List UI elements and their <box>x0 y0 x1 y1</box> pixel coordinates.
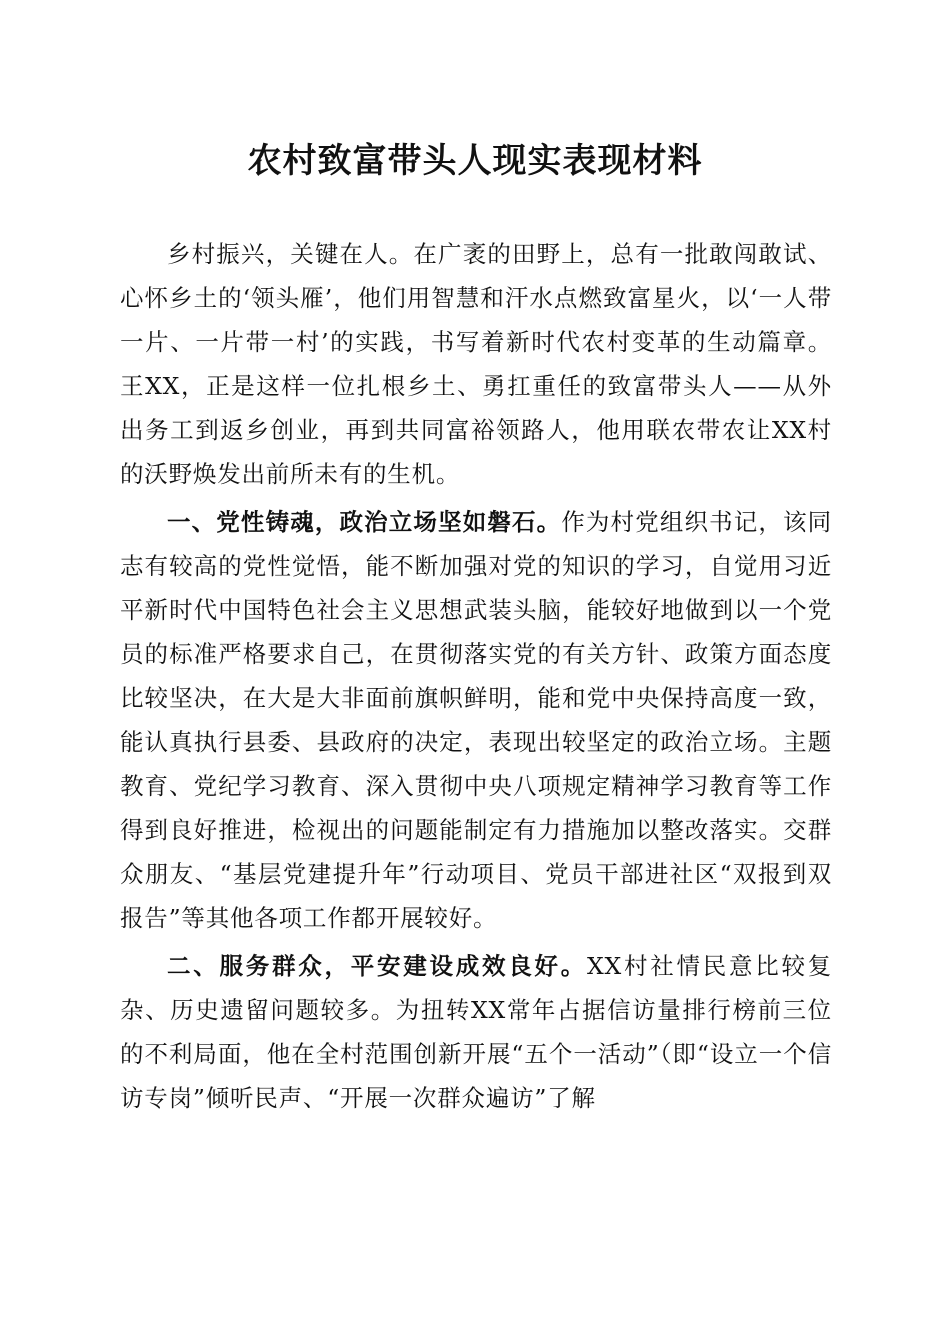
paragraph-intro <box>120 232 832 496</box>
section-1-heading: 一、党性铸魂，政治立场坚如磐石。 <box>167 508 562 536</box>
paragraph-section-2 <box>120 944 832 1120</box>
section-2-text: XX村社情民意比较复杂、历史遗留问题较多。为扭转XX常年占据信访量排行榜前三位的不利局面，他在全村范围创新开展“五个一活动”（即“设立一个信访专岗”倾听民声、“开展一次群众遍访”了解 <box>120 952 832 1112</box>
section-1-text: 作为村党组织书记，该同志有较高的党性觉悟，能不断加强对党的知识的学习，自觉用习近平新时代中国特色社会主义思想武装头脑，能较好地做到以一个党员的标准严格要求自己，在贯彻落实党的有关方针、政策方面态度比较坚决，在大是大非面前旗帜鲜明，能和党中央保持高度一致，能认真执行县委、县政府的决定，表现出较坚定的政治立场。主题教育、党纪学习教育、深入贯彻中央八项规定精神学习教育等工作得到良好推进，检视出的问题能制定有力措施加以整改落实。交群众朋友、“基层党建提升年”行动项目、党员干部进社区“双报到双报告”等其他各项工作都开展较好。 <box>120 508 832 932</box>
document-title: 农村致富带头人现实表现材料 <box>247 141 703 181</box>
paragraph-intro-text: 乡村振兴，关键在人。在广袤的田野上，总有一批敢闯敢试、心怀乡土的‘领头雁’，他们用智慧和汗水点燃致富星火，以‘一人带一片、一片带一村’的实践，书写着新时代农村变革的生动篇章。王XX，正是这样一位扎根乡土、勇扛重任的致富带头人——从外出务工到返乡创业，再到共同富裕领路人，他用联农带农让XX村的沃野焕发出前所未有的生机。 <box>120 240 832 488</box>
section-2-heading: 二、服务群众，平安建设成效良好。 <box>167 952 587 980</box>
paragraph-section-1 <box>120 500 832 940</box>
document-body <box>120 232 832 1120</box>
